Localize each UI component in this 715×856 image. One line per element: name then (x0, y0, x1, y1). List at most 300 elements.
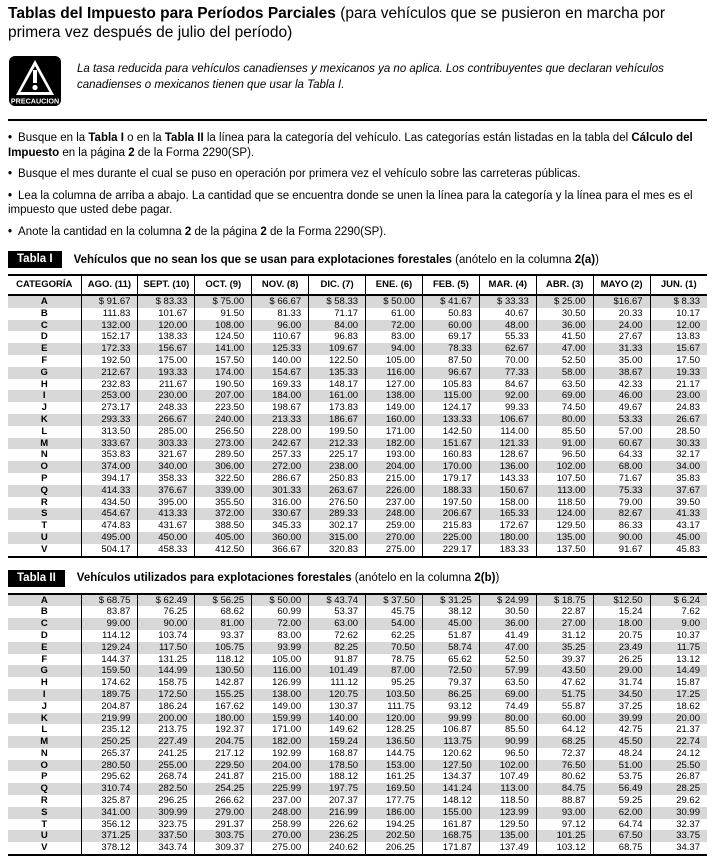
amount-cell: 72.50 (422, 665, 479, 677)
amount-cell: 120.62 (422, 748, 479, 760)
amount-cell: 256.50 (195, 426, 252, 438)
amount-cell: 268.74 (138, 771, 195, 783)
amount-cell: 225.00 (422, 532, 479, 544)
amount-cell: 10.37 (650, 630, 707, 642)
page-title (8, 4, 707, 42)
amount-cell: 309.99 (138, 807, 195, 819)
table-row (8, 461, 707, 473)
amount-cell: 250.83 (309, 473, 366, 485)
category-cell: P (41, 472, 48, 484)
amount-cell: 43.17 (650, 520, 707, 532)
category-cell: B (40, 606, 48, 618)
amount-cell: 71.67 (593, 473, 650, 485)
amount-cell: 30.33 (650, 438, 707, 450)
amount-cell: 131.25 (138, 654, 195, 666)
amount-cell: 95.25 (366, 677, 423, 689)
amount-cell: 270.00 (252, 830, 309, 842)
amount-cell: 263.67 (309, 485, 366, 497)
amount-cell: 302.17 (309, 520, 366, 532)
amount-cell: 279.00 (195, 807, 252, 819)
amount-cell: 135.00 (479, 830, 536, 842)
amount-cell: $ 56.25 (195, 594, 252, 607)
table-row (8, 606, 707, 618)
amount-cell: 257.33 (252, 449, 309, 461)
table-row (8, 295, 707, 308)
amount-cell: 85.50 (536, 426, 593, 438)
amount-cell: 450.00 (138, 532, 195, 544)
amount-cell: 32.17 (650, 449, 707, 461)
amount-cell: 200.00 (138, 713, 195, 725)
amount-cell: 58.74 (422, 642, 479, 654)
table-row (8, 497, 707, 509)
amount-cell: 495.00 (81, 532, 138, 544)
amount-cell: 53.33 (593, 414, 650, 426)
amount-cell: 141.00 (195, 343, 252, 355)
amount-cell: 41.33 (650, 508, 707, 520)
caution-icon-label: PRECAUCION (10, 96, 60, 106)
amount-cell: 120.00 (366, 713, 423, 725)
amount-cell: 152.17 (81, 331, 138, 343)
amount-cell: 135.33 (309, 367, 366, 379)
amount-cell: 105.00 (366, 355, 423, 367)
amount-cell: 34.50 (593, 689, 650, 701)
amount-cell: 138.33 (138, 331, 195, 343)
category-cell: G (40, 665, 48, 677)
amount-cell: 127.50 (422, 760, 479, 772)
amount-cell: 99.33 (479, 402, 536, 414)
amount-cell: 168.75 (422, 830, 479, 842)
category-cell: T (41, 818, 48, 830)
amount-cell: 48.00 (479, 320, 536, 332)
column-header: JUN. (1) (650, 275, 707, 295)
amount-cell: 7.62 (650, 606, 707, 618)
amount-cell: 118.50 (536, 497, 593, 509)
text-segment: de la página (191, 225, 261, 238)
column-header: SEPT. (10) (138, 275, 195, 295)
amount-cell: 15.87 (650, 677, 707, 689)
amount-cell: 225.99 (252, 783, 309, 795)
amount-cell: 207.00 (195, 390, 252, 402)
amount-cell: 47.00 (479, 642, 536, 654)
amount-cell: 228.00 (252, 426, 309, 438)
amount-cell: 52.50 (479, 654, 536, 666)
amount-cell: 431.67 (138, 520, 195, 532)
amount-cell: 194.25 (366, 819, 423, 831)
amount-cell: 35.25 (536, 642, 593, 654)
column-header: FEB. (5) (422, 275, 479, 295)
amount-cell: 109.67 (309, 343, 366, 355)
amount-cell: 38.12 (422, 606, 479, 618)
amount-cell: 42.33 (593, 379, 650, 391)
amount-cell: 103.74 (138, 630, 195, 642)
amount-cell: 55.87 (536, 701, 593, 713)
amount-cell: 22.87 (536, 606, 593, 618)
amount-cell: 79.00 (593, 497, 650, 509)
amount-cell: 23.00 (650, 390, 707, 402)
text-segment: Vehículos utilizados para explotaciones forestales (76, 572, 352, 585)
amount-cell: 105.83 (422, 379, 479, 391)
amount-cell: 96.50 (479, 748, 536, 760)
table-row (8, 713, 707, 725)
amount-cell: 138.00 (252, 689, 309, 701)
amount-cell: 213.33 (252, 414, 309, 426)
amount-cell: 388.50 (195, 520, 252, 532)
amount-cell: 21.17 (650, 379, 707, 391)
amount-cell: 45.00 (650, 532, 707, 544)
amount-cell: 47.62 (536, 677, 593, 689)
amount-cell: 215.00 (366, 473, 423, 485)
amount-cell: 253.00 (81, 390, 138, 402)
amount-cell: 190.50 (195, 379, 252, 391)
amount-cell: 275.00 (366, 544, 423, 557)
amount-cell: 366.67 (252, 544, 309, 557)
amount-cell: 454.67 (81, 508, 138, 520)
amount-cell: 107.49 (479, 771, 536, 783)
amount-cell: 229.17 (422, 544, 479, 557)
column-header: AGO. (11) (81, 275, 138, 295)
category-cell: P (41, 771, 48, 783)
category-cell: T (41, 520, 48, 532)
amount-cell: 343.74 (138, 842, 195, 855)
amount-cell: 255.00 (138, 760, 195, 772)
amount-cell: 15.24 (593, 606, 650, 618)
horizontal-divider (8, 119, 707, 121)
amount-cell: 57.00 (593, 426, 650, 438)
category-cell: V (41, 842, 48, 854)
amount-cell: 265.37 (81, 748, 138, 760)
table-row (8, 426, 707, 438)
amount-cell: 301.33 (252, 485, 309, 497)
amount-cell: 93.12 (422, 701, 479, 713)
amount-cell: 80.62 (536, 771, 593, 783)
amount-cell: 217.12 (195, 748, 252, 760)
amount-cell: 206.67 (422, 508, 479, 520)
amount-cell: 39.99 (593, 713, 650, 725)
amount-cell: 72.00 (252, 618, 309, 630)
table-row (8, 830, 707, 842)
table-row (8, 618, 707, 630)
amount-cell: 159.50 (81, 665, 138, 677)
table-row (8, 724, 707, 736)
amount-cell: 204.87 (81, 701, 138, 713)
amount-cell: 60.99 (252, 606, 309, 618)
amount-cell: 175.00 (138, 355, 195, 367)
text-segment: Busque el mes durante el cual se puso en operación por primera vez el vehículo sobre las carreteras públicas. (18, 168, 581, 180)
amount-cell: 149.62 (309, 724, 366, 736)
amount-cell: 11.75 (650, 642, 707, 654)
amount-cell: 33.75 (650, 830, 707, 842)
amount-cell: $ 37.50 (366, 594, 423, 607)
amount-cell: 58.00 (536, 367, 593, 379)
category-cell: B (40, 307, 48, 319)
amount-cell: 85.50 (479, 724, 536, 736)
category-cell: D (40, 331, 48, 343)
amount-cell: 414.33 (81, 485, 138, 497)
amount-cell: 154.67 (252, 367, 309, 379)
amount-cell: 93.00 (536, 807, 593, 819)
amount-cell: 15.67 (650, 343, 707, 355)
amount-cell: 9.00 (650, 618, 707, 630)
amount-cell: $ 91.67 (81, 295, 138, 308)
amount-cell: 286.67 (252, 473, 309, 485)
table-row (8, 308, 707, 320)
amount-cell: 90.99 (479, 736, 536, 748)
table-row (8, 642, 707, 654)
column-header: CATEGORÍA (8, 275, 81, 295)
amount-cell: 192.99 (252, 748, 309, 760)
amount-cell: 237.00 (252, 795, 309, 807)
amount-cell: 28.25 (650, 783, 707, 795)
category-cell: H (40, 677, 48, 689)
amount-cell: $ 83.33 (138, 295, 195, 308)
amount-cell: 31.33 (593, 343, 650, 355)
column-header: NOV. (8) (252, 275, 309, 295)
amount-cell: 124.50 (195, 331, 252, 343)
amount-cell: 289.50 (195, 449, 252, 461)
amount-cell: 171.00 (366, 426, 423, 438)
amount-cell: 323.75 (138, 819, 195, 831)
table-row (8, 520, 707, 532)
amount-cell: 412.50 (195, 544, 252, 557)
amount-cell: 113.00 (479, 783, 536, 795)
table-row (8, 343, 707, 355)
amount-cell: 198.67 (252, 402, 309, 414)
amount-cell: 227.49 (138, 736, 195, 748)
category-cell: C (40, 319, 48, 331)
category-cell: V (41, 543, 48, 555)
column-header: MAYO (2) (593, 275, 650, 295)
amount-cell: 266.62 (195, 795, 252, 807)
amount-cell: 24.12 (650, 748, 707, 760)
amount-cell: 12.00 (650, 320, 707, 332)
amount-cell: 111.75 (366, 701, 423, 713)
amount-cell: 83.00 (366, 331, 423, 343)
page-title-paren: (para vehículos que se pusieron en marcha por primera vez después de julio del período) (8, 5, 666, 41)
amount-cell: 179.17 (422, 473, 479, 485)
amount-cell: 30.50 (479, 606, 536, 618)
category-cell: S (41, 806, 48, 818)
amount-cell: 134.37 (422, 771, 479, 783)
amount-cell: $ 50.00 (252, 594, 309, 607)
amount-cell: 24.00 (593, 320, 650, 332)
table-row (8, 807, 707, 819)
category-cell: J (41, 402, 47, 414)
text-segment: Vehículos que no sean los que se usan para explotaciones forestales (73, 253, 452, 266)
amount-cell: 161.87 (422, 819, 479, 831)
amount-cell: 296.25 (138, 795, 195, 807)
amount-cell: 93.99 (252, 642, 309, 654)
amount-cell: 285.00 (138, 426, 195, 438)
amount-cell: 204.00 (252, 760, 309, 772)
amount-cell: 266.67 (138, 414, 195, 426)
instructions-list (8, 131, 707, 239)
amount-cell: 34.37 (650, 842, 707, 855)
amount-cell: 313.50 (81, 426, 138, 438)
amount-cell: $ 6.24 (650, 594, 707, 607)
amount-cell: 68.62 (195, 606, 252, 618)
category-cell: H (40, 378, 48, 390)
amount-cell: 160.83 (422, 449, 479, 461)
table-row (8, 438, 707, 450)
amount-cell: 92.00 (479, 390, 536, 402)
column-header: MAR. (4) (479, 275, 536, 295)
amount-cell: 29.62 (650, 795, 707, 807)
amount-cell: 43.50 (536, 665, 593, 677)
amount-cell: 102.00 (479, 760, 536, 772)
amount-cell: 303.33 (138, 438, 195, 450)
amount-cell: 150.67 (479, 485, 536, 497)
amount-cell: 174.00 (195, 367, 252, 379)
amount-cell: 57.99 (479, 665, 536, 677)
amount-cell: 81.00 (195, 618, 252, 630)
table2-logging-vehicles (8, 593, 707, 856)
amount-cell: 248.00 (252, 807, 309, 819)
text-segment: Tabla II (164, 132, 204, 144)
amount-cell: 96.83 (309, 331, 366, 343)
amount-cell: 55.33 (479, 331, 536, 343)
amount-cell: 130.37 (309, 701, 366, 713)
amount-cell: 157.50 (195, 355, 252, 367)
amount-cell: 138.00 (366, 390, 423, 402)
amount-cell: 149.00 (366, 402, 423, 414)
amount-cell: 111.83 (81, 308, 138, 320)
amount-cell: 18.62 (650, 701, 707, 713)
amount-cell: 45.50 (593, 736, 650, 748)
amount-cell: 212.33 (309, 438, 366, 450)
table-row (8, 677, 707, 689)
amount-cell: 105.00 (252, 654, 309, 666)
amount-cell: 144.99 (138, 665, 195, 677)
table1-non-logging-vehicles (8, 274, 707, 558)
table-row (8, 795, 707, 807)
table-row (8, 355, 707, 367)
amount-cell: $ 50.00 (366, 295, 423, 308)
text-segment: de la Forma 2290(SP). (266, 225, 387, 238)
instruction-bullet (8, 131, 707, 160)
table-row (8, 701, 707, 713)
amount-cell: $ 62.49 (138, 594, 195, 607)
amount-cell: 211.67 (138, 379, 195, 391)
amount-cell: 121.33 (479, 438, 536, 450)
amount-cell: 232.83 (81, 379, 138, 391)
amount-cell: 27.00 (536, 618, 593, 630)
amount-cell: 90.00 (138, 618, 195, 630)
amount-cell: 248.33 (138, 402, 195, 414)
amount-cell: 504.17 (81, 544, 138, 557)
amount-cell: 325.87 (81, 795, 138, 807)
amount-cell: 114.12 (81, 630, 138, 642)
amount-cell: 51.87 (422, 630, 479, 642)
amount-cell: 153.00 (366, 760, 423, 772)
amount-cell: 186.24 (138, 701, 195, 713)
amount-cell: 87.00 (366, 665, 423, 677)
amount-cell: 116.00 (366, 367, 423, 379)
category-cell: C (40, 618, 48, 630)
amount-cell: 69.00 (536, 390, 593, 402)
text-segment: Cálculo del Impuesto (8, 132, 693, 159)
amount-cell: 60.00 (422, 320, 479, 332)
table-header-row (8, 275, 707, 295)
amount-cell: 160.00 (366, 414, 423, 426)
table-row (8, 736, 707, 748)
amount-cell: 238.00 (309, 461, 366, 473)
amount-cell: 69.00 (479, 689, 536, 701)
amount-cell: 46.00 (593, 390, 650, 402)
amount-cell: 339.00 (195, 485, 252, 497)
amount-cell: 83.00 (252, 630, 309, 642)
amount-cell: 125.33 (252, 343, 309, 355)
amount-cell: 250.25 (81, 736, 138, 748)
amount-cell: 241.25 (138, 748, 195, 760)
amount-cell: 86.33 (593, 520, 650, 532)
category-cell: U (40, 531, 48, 543)
amount-cell: 72.00 (366, 320, 423, 332)
text-segment: en la página (59, 146, 129, 159)
amount-cell: 212.67 (81, 367, 138, 379)
amount-cell: 18.00 (593, 618, 650, 630)
amount-cell: 62.67 (479, 343, 536, 355)
amount-cell: 273.00 (195, 438, 252, 450)
amount-cell: 76.25 (138, 606, 195, 618)
amount-cell: 14.49 (650, 665, 707, 677)
amount-cell: 116.00 (252, 665, 309, 677)
amount-cell: 128.25 (366, 724, 423, 736)
text-segment: de la Forma 2290(SP). (134, 146, 255, 159)
amount-cell: 65.62 (422, 654, 479, 666)
amount-cell: 87.50 (422, 355, 479, 367)
amount-cell: 70.50 (366, 642, 423, 654)
amount-cell: 280.50 (81, 760, 138, 772)
amount-cell: 309.37 (195, 842, 252, 855)
amount-cell: 113.75 (422, 736, 479, 748)
text-segment: Tabla I (88, 132, 124, 144)
text-segment: 2 (184, 225, 192, 238)
column-header: ABR. (3) (536, 275, 593, 295)
caution-icon (8, 55, 62, 107)
amount-cell: 93.37 (195, 630, 252, 642)
amount-cell: 169.50 (366, 783, 423, 795)
amount-cell: 96.50 (536, 449, 593, 461)
category-cell: R (40, 496, 48, 508)
amount-cell: 333.67 (81, 438, 138, 450)
table2-badge: Tabla II (8, 570, 65, 587)
amount-cell: 223.50 (195, 402, 252, 414)
amount-cell: 293.33 (81, 414, 138, 426)
table-row (8, 414, 707, 426)
table-row (8, 783, 707, 795)
amount-cell: 45.75 (366, 606, 423, 618)
amount-cell: 105.75 (195, 642, 252, 654)
caution-box (8, 55, 707, 107)
amount-cell: 137.50 (536, 544, 593, 557)
amount-cell: 37.67 (650, 485, 707, 497)
amount-cell: 64.74 (593, 819, 650, 831)
text-segment: ) (595, 253, 599, 266)
table-row (8, 367, 707, 379)
page-title-main: Tablas del Impuesto para Períodos Parciales (8, 5, 336, 22)
amount-cell: 315.00 (309, 532, 366, 544)
category-cell: N (40, 747, 48, 759)
table2-caption (77, 572, 500, 584)
table-row (8, 473, 707, 485)
text-segment: Anote la cantidad en la columna (18, 225, 185, 238)
table-row (8, 748, 707, 760)
table1-caption (74, 254, 599, 266)
amount-cell: 182.00 (252, 736, 309, 748)
amount-cell: 127.00 (366, 379, 423, 391)
amount-cell: 31.74 (593, 677, 650, 689)
amount-cell: 51.00 (593, 760, 650, 772)
